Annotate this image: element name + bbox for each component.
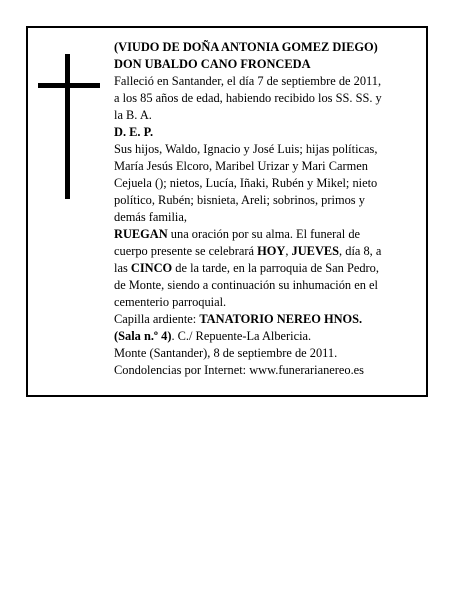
death-line-3: la B. A. [114, 108, 152, 122]
cross-horizontal-bar [38, 83, 100, 88]
funeral-line-5: cementerio parroquial. [114, 295, 227, 309]
place-date-line: Monte (Santander), 8 de septiembre de 2011. [114, 346, 338, 360]
room-number: (Sala n.º 4) [114, 329, 172, 343]
dep-line: D. E. P. [114, 125, 154, 139]
cinco-word: CINCO [130, 261, 173, 275]
prayer-line: RUEGAN una oración por su alma. El funeral de [114, 227, 361, 241]
cross-vertical-bar [65, 54, 70, 199]
chapel-line: Capilla ardiente: TANATORIO NEREO HNOS. [114, 312, 363, 326]
jueves-word: JUEVES [291, 244, 340, 258]
family-line-5: demás familia, [114, 210, 187, 224]
room-line: (Sala n.º 4). C./ Repuente-La Albericia. [114, 329, 312, 343]
funeral-line-4: de Monte, siendo a continuación su inhumación en el [114, 278, 378, 292]
condolences-line: Condolencias por Internet: www.funerarianereo.es [114, 363, 365, 377]
funeral-home-name: TANATORIO NEREO HNOS. [199, 312, 363, 326]
cross-icon [38, 54, 100, 199]
hoy-word: HOY [257, 244, 286, 258]
widow-line: (VIUDO DE DOÑA ANTONIA GOMEZ DIEGO) [114, 40, 378, 54]
family-line-4: político, Rubén; bisnieta, Areli; sobrinos, primos y [114, 193, 365, 207]
family-line-2: María Jesús Elcoro, Maribel Urizar y Mari Carmen [114, 159, 368, 173]
funeral-line-3: las CINCO de la tarde, en la parroquia de San Pedro, [114, 261, 379, 275]
deceased-name: DON UBALDO CANO FRONCEDA [114, 57, 311, 71]
death-line-2: a los 85 años de edad, habiendo recibido los SS. SS. y [114, 91, 382, 105]
death-line-1: Falleció en Santander, el día 7 de septiembre de 2011, [114, 74, 382, 88]
funeral-line-2: cuerpo presente se celebrará HOY, JUEVES, día 8, a [114, 244, 382, 258]
ruegan-word: RUEGAN [114, 227, 168, 241]
obituary-text [114, 39, 420, 379]
family-line-3: Cejuela (); nietos, Lucía, Iñaki, Rubén y Mikel; nieto [114, 176, 378, 190]
family-line-1: Sus hijos, Waldo, Ignacio y José Luis; hijas políticas, [114, 142, 378, 156]
